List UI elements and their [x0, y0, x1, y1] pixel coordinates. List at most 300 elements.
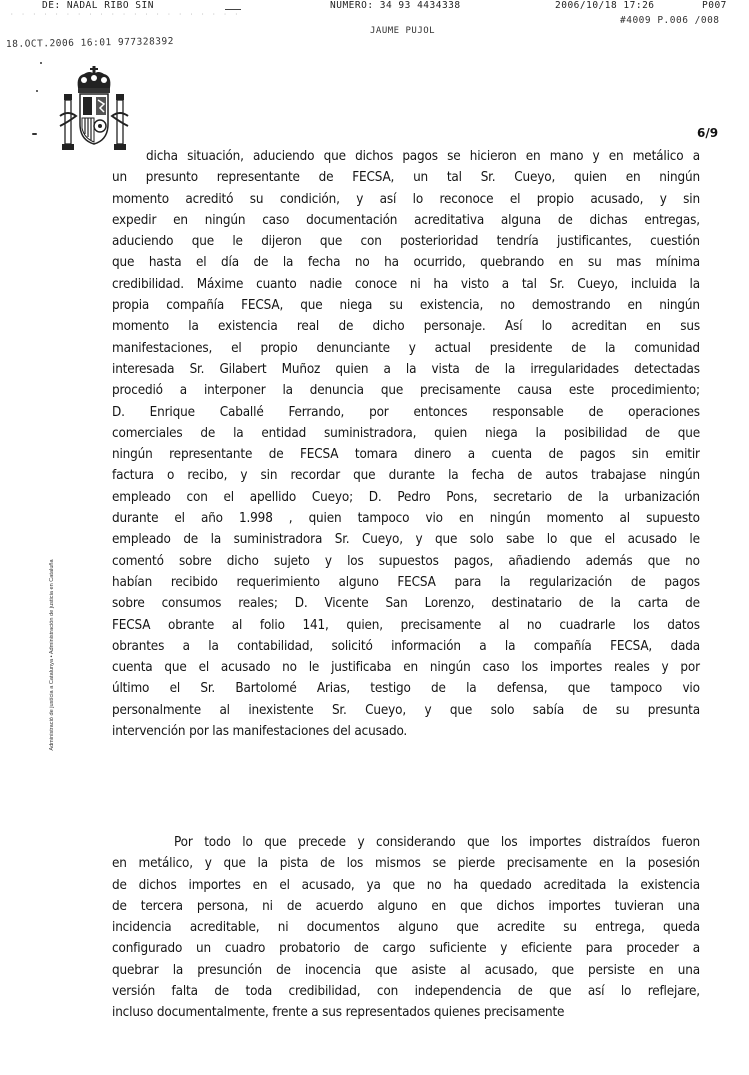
- text-line: [112, 832, 700, 853]
- word: quien,: [346, 617, 383, 633]
- word: inocencia: [304, 962, 361, 978]
- word: vista: [431, 361, 460, 377]
- word: justificaba: [331, 660, 392, 676]
- word: al: [219, 702, 230, 718]
- word: la: [598, 489, 609, 505]
- word: tampoco: [610, 681, 663, 697]
- paragraph-1: [112, 146, 700, 742]
- margin-mark: [36, 90, 38, 92]
- word: compañía: [533, 638, 592, 654]
- word: dichos: [138, 877, 177, 893]
- word: ,: [288, 511, 293, 527]
- word: urbanización: [624, 489, 700, 505]
- word: incidencia: [112, 920, 172, 936]
- word: cuadro: [224, 941, 266, 957]
- word: ni: [262, 898, 273, 914]
- word: la: [210, 532, 222, 548]
- word: denunciante: [316, 340, 390, 356]
- word: al: [619, 511, 630, 527]
- word: entregas,: [644, 212, 700, 228]
- word: en: [252, 877, 268, 893]
- word: de: [548, 447, 564, 463]
- word: ningún: [489, 511, 531, 527]
- word: durante: [388, 468, 435, 484]
- word: tampoco: [357, 511, 410, 527]
- word: último: [112, 681, 150, 697]
- word: que: [647, 553, 670, 569]
- word: solo: [469, 532, 494, 548]
- word: la: [405, 361, 417, 377]
- word: la: [604, 340, 616, 356]
- word: manifestaciones,: [112, 340, 213, 356]
- word: la: [499, 574, 511, 590]
- paragraph-2: [112, 832, 700, 1024]
- word: su: [587, 255, 602, 271]
- word: para: [454, 574, 482, 590]
- word: existencia: [218, 319, 278, 335]
- word: de: [318, 170, 334, 186]
- word: le: [232, 234, 243, 250]
- text-line: [112, 678, 700, 699]
- word: durante: [112, 511, 159, 527]
- word: FECSA: [397, 574, 436, 590]
- word: procedió: [112, 383, 163, 399]
- word: mínima: [655, 255, 700, 271]
- word: presunta: [647, 702, 700, 718]
- word: y: [424, 702, 432, 718]
- word: posterioridad: [400, 234, 479, 250]
- word: FECSA,: [352, 170, 395, 186]
- word: acusado,: [484, 962, 538, 978]
- word: sabía: [532, 702, 565, 718]
- word: mano: [549, 149, 584, 164]
- fax-dash-mark: [225, 9, 241, 10]
- word: metálico: [632, 149, 684, 164]
- word: acreditativa: [414, 212, 485, 228]
- word: acuerdo: [315, 898, 364, 914]
- fax-recipient: JAUME PUJOL: [370, 26, 436, 36]
- word: procedimiento;: [611, 383, 700, 399]
- word: tal: [521, 276, 537, 292]
- word: reflejare,: [647, 984, 700, 1000]
- word: todo: [204, 835, 231, 850]
- word: momento: [112, 319, 169, 335]
- word: lo: [242, 835, 253, 850]
- word: en: [646, 319, 661, 335]
- word: testigo: [370, 681, 411, 697]
- word: en: [458, 511, 474, 527]
- word: de: [253, 255, 269, 271]
- word: Sr.: [549, 276, 565, 292]
- word: y: [356, 191, 364, 207]
- word: 141,: [302, 617, 329, 633]
- word: interesada: [112, 361, 175, 377]
- word: alguno: [338, 574, 379, 590]
- word: que: [567, 681, 591, 697]
- word: trabajase: [591, 468, 647, 484]
- word: presunto: [145, 170, 198, 186]
- word: Así: [504, 319, 523, 335]
- word: inexistente: [248, 702, 314, 718]
- text-line: [112, 274, 700, 295]
- word: pagos: [402, 149, 438, 164]
- word: no: [426, 877, 442, 893]
- word: niega: [484, 425, 518, 441]
- word: sin: [260, 468, 278, 484]
- word: sin: [683, 191, 700, 207]
- word: que: [191, 234, 214, 250]
- word: que: [300, 298, 323, 314]
- word: Sr.: [200, 681, 216, 697]
- text-line: [112, 853, 700, 874]
- word: precisamente: [400, 617, 482, 633]
- fax-page-code: P007: [702, 0, 727, 11]
- word: acusado,: [590, 191, 644, 207]
- word: año: [200, 511, 223, 527]
- word: empleado: [112, 532, 171, 548]
- word: acreditada: [543, 877, 607, 893]
- word: en: [525, 149, 541, 164]
- word: los: [521, 660, 538, 676]
- word: ningún: [429, 660, 471, 676]
- word: los: [500, 835, 518, 850]
- word: tomara: [354, 447, 398, 463]
- word: habían: [112, 574, 153, 590]
- word: pista: [279, 856, 309, 872]
- word: y: [408, 340, 416, 356]
- word: acusado: [627, 532, 677, 548]
- word: no: [500, 298, 515, 314]
- word: lo: [620, 984, 632, 1000]
- word: 1.998: [238, 511, 273, 527]
- word: recordar: [290, 468, 341, 484]
- word: acreditable,: [189, 920, 260, 936]
- word: en: [112, 856, 127, 872]
- word: Sr.: [189, 361, 205, 377]
- word: Sr.: [331, 702, 347, 718]
- word: FECSA,: [610, 638, 653, 654]
- word: ha: [433, 276, 449, 292]
- text-line: [112, 402, 700, 423]
- word: cuenta: [112, 660, 153, 676]
- word: autos: [545, 468, 578, 484]
- word: representante: [169, 447, 253, 463]
- margin-mark: [32, 133, 37, 135]
- word: precisamente: [420, 383, 501, 399]
- word: credibilidad,: [288, 984, 361, 1000]
- word: FECSA: [300, 447, 339, 463]
- word: contabilidad,: [237, 638, 314, 654]
- word: importes: [548, 898, 601, 914]
- word: aduciendo: [253, 149, 315, 164]
- word: de: [183, 532, 199, 548]
- word: o: [167, 468, 175, 484]
- word: solicitó: [331, 638, 373, 654]
- word: el: [279, 877, 290, 893]
- text-line: [112, 572, 700, 593]
- word: Arias,: [316, 681, 350, 697]
- word: dichas: [589, 212, 628, 228]
- word: y: [659, 191, 667, 207]
- word: de: [474, 361, 490, 377]
- word: acusado: [220, 660, 271, 676]
- word: en: [627, 298, 643, 314]
- word: su: [249, 191, 264, 207]
- word: Máxime: [196, 276, 244, 292]
- text-line: [112, 338, 700, 359]
- word: dada: [670, 638, 700, 654]
- word: la: [466, 681, 477, 697]
- word: con: [186, 489, 208, 505]
- word: y: [240, 468, 248, 484]
- word: pagos,: [453, 553, 494, 569]
- word: factura: [112, 468, 154, 484]
- word: dichos: [355, 149, 394, 164]
- word: el: [509, 191, 521, 207]
- word: detectadas: [634, 361, 700, 377]
- word: un: [413, 170, 429, 186]
- word: de: [578, 596, 594, 612]
- text-line: [112, 981, 700, 1002]
- word: posibilidad: [563, 425, 628, 441]
- word: el: [604, 532, 616, 548]
- text-line: [112, 295, 700, 316]
- word: lo: [412, 191, 424, 207]
- word: acredite: [496, 920, 545, 936]
- word: personaje.: [423, 319, 486, 335]
- fax-number: NUMERO: 34 93 4434338: [330, 0, 461, 11]
- word: momento: [112, 191, 169, 207]
- text-line: [112, 615, 700, 636]
- word: de: [112, 877, 127, 893]
- word: Muñoz: [281, 361, 321, 377]
- word: este: [568, 383, 595, 399]
- word: de: [200, 425, 216, 441]
- word: no: [354, 255, 370, 271]
- word: que: [353, 468, 376, 484]
- word: distraídos: [592, 835, 651, 850]
- word: Vicente: [324, 596, 369, 612]
- word: a: [479, 638, 487, 654]
- word: que: [380, 383, 404, 399]
- word: ningún: [204, 212, 246, 228]
- word: y: [324, 553, 332, 569]
- word: de: [588, 404, 604, 420]
- word: reconoce: [439, 191, 494, 207]
- word: ha: [453, 877, 469, 893]
- word: Lorenzo,: [424, 596, 475, 612]
- word: folio: [259, 617, 285, 633]
- text-line: [112, 700, 700, 721]
- text-line: [112, 896, 700, 917]
- word: destinatario: [491, 596, 562, 612]
- text-line: [112, 875, 700, 896]
- word: dicho: [226, 553, 259, 569]
- word: que: [569, 532, 593, 548]
- word: demostrando: [531, 298, 611, 314]
- word: persona,: [196, 898, 249, 914]
- word: en: [558, 255, 574, 271]
- text-line: [112, 551, 700, 572]
- word: de: [630, 574, 646, 590]
- fax-datetime: 2006/10/18 17:26: [555, 0, 655, 11]
- fax-sent-line: 18.OCT.2006 16:01 977328392: [5, 36, 175, 50]
- word: suministradora,: [324, 425, 417, 441]
- word: importes: [549, 660, 603, 676]
- word: propio: [260, 340, 298, 356]
- word: consumos: [161, 596, 222, 612]
- margin-mark: [40, 62, 42, 64]
- word: Cueyo,: [365, 702, 407, 718]
- word: su: [563, 920, 577, 936]
- word: reales: [614, 660, 650, 676]
- word: acusado,: [301, 877, 355, 893]
- word: de: [567, 489, 583, 505]
- word: la: [208, 638, 219, 654]
- word: cuanto: [256, 276, 297, 292]
- word: que: [164, 660, 187, 676]
- word: queda: [662, 920, 700, 936]
- word: se: [432, 856, 446, 872]
- word: tuvieran: [614, 898, 664, 914]
- spain-coat-of-arms-icon: [56, 66, 132, 154]
- word: la: [610, 596, 621, 612]
- word: documentos: [306, 920, 380, 936]
- word: que: [323, 149, 346, 164]
- word: Sr.: [480, 170, 496, 186]
- word: que: [677, 425, 700, 441]
- word: probatorio: [279, 941, 341, 957]
- word: Caballé: [219, 404, 264, 420]
- word: lo: [546, 532, 558, 548]
- word: documentación: [306, 212, 398, 228]
- word: requerimiento: [236, 574, 320, 590]
- word: existencia: [640, 877, 700, 893]
- side-stamp: Administració de justícia a Catalunya • Administración de justicia en Cataluña: [49, 559, 55, 751]
- word: a: [383, 361, 391, 377]
- word: alguno: [377, 898, 418, 914]
- text-line: [112, 210, 700, 231]
- word: reales;: [238, 596, 278, 612]
- word: ningún: [659, 170, 700, 186]
- word: irregularidades: [530, 361, 619, 377]
- word: denuncia: [309, 383, 364, 399]
- word: pagos: [664, 574, 700, 590]
- word: y: [204, 856, 212, 872]
- word: suministradora: [233, 532, 323, 548]
- word: Pedro: [397, 489, 431, 505]
- word: de: [431, 681, 446, 697]
- word: momento: [546, 511, 604, 527]
- word: importes: [188, 877, 241, 893]
- word: no: [282, 660, 297, 676]
- text-line: [112, 960, 700, 981]
- word: por: [369, 404, 389, 420]
- word: dijeron: [261, 234, 302, 250]
- word: cargo: [382, 941, 416, 957]
- word: la: [257, 856, 268, 872]
- word: una: [677, 898, 700, 914]
- word: ni: [277, 920, 289, 936]
- word: real: [296, 319, 320, 335]
- fax-job-number: #4009 P.006 /008: [620, 15, 720, 26]
- word: el: [169, 681, 181, 697]
- word: precede: [298, 835, 346, 850]
- word: supuestos: [378, 553, 439, 569]
- word: recibido: [170, 574, 218, 590]
- word: tendría: [496, 234, 539, 250]
- word: no: [526, 617, 542, 633]
- word: de: [353, 941, 369, 957]
- word: en: [431, 898, 447, 914]
- word: mismos: [374, 856, 421, 872]
- word: tal: [446, 170, 462, 186]
- word: niega: [339, 298, 373, 314]
- word: de: [338, 319, 354, 335]
- word: eficiente: [521, 941, 572, 957]
- word: apellido: [249, 489, 297, 505]
- word: fecha: [307, 255, 341, 271]
- text-line: [112, 938, 700, 959]
- word: incluida: [630, 276, 677, 292]
- word: Bartolomé: [235, 681, 297, 697]
- word: el: [198, 660, 210, 676]
- word: Cueyo,: [577, 276, 619, 292]
- word: así: [587, 984, 605, 1000]
- text-line: [112, 487, 700, 508]
- fax-noise-line: · · · · · · · · · · · · · · · · · · · · ·: [10, 11, 241, 18]
- word: de: [517, 984, 533, 1000]
- word: la: [535, 425, 546, 441]
- word: ocurrido,: [413, 255, 466, 271]
- word: Pons,: [446, 489, 478, 505]
- word: que: [392, 877, 415, 893]
- word: cuadrarle: [559, 617, 616, 633]
- text-line: incluso documentalmente, frente a sus representados quienes precisamente: [112, 1005, 565, 1021]
- word: de: [320, 856, 335, 872]
- word: que: [375, 962, 398, 978]
- word: de: [571, 340, 587, 356]
- text-line: [112, 359, 700, 380]
- page-number: 6/9: [697, 126, 719, 140]
- word: en: [599, 856, 614, 872]
- word: cuestión: [650, 234, 700, 250]
- word: a: [182, 638, 190, 654]
- word: que: [549, 984, 572, 1000]
- text-line: [112, 167, 700, 188]
- word: presunción: [197, 962, 262, 978]
- word: un: [112, 170, 127, 186]
- word: información: [391, 638, 461, 654]
- word: añadiendo: [508, 553, 571, 569]
- word: de: [268, 447, 284, 463]
- word: operaciones: [628, 404, 700, 420]
- word: existencia,: [419, 298, 484, 314]
- word: que: [112, 255, 135, 271]
- fax-sender: DE: NADAL RIBO SIN: [42, 0, 154, 11]
- word: metálico,: [138, 856, 193, 872]
- word: Ferrando,: [288, 404, 345, 420]
- word: su: [615, 702, 630, 718]
- word: dicho: [372, 319, 405, 335]
- word: que: [434, 532, 458, 548]
- word: propia: [112, 298, 150, 314]
- word: obrante: [168, 617, 215, 633]
- word: Gilabert: [219, 361, 267, 377]
- word: considerando: [376, 835, 456, 850]
- word: quien: [308, 511, 342, 527]
- word: emitir: [665, 447, 700, 463]
